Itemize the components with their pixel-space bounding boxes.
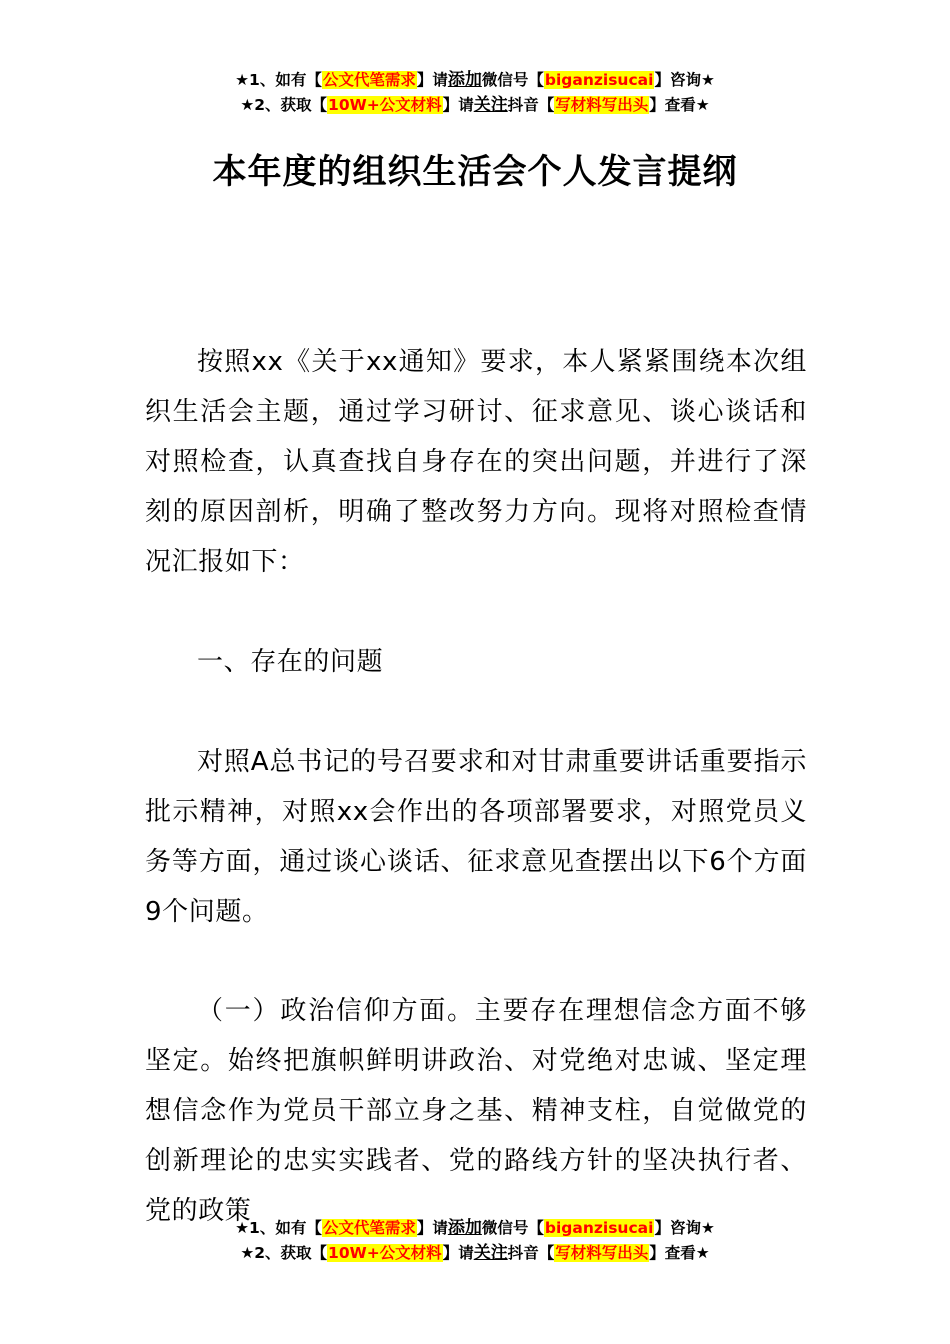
banner-text: ★1、如有【 [235, 1219, 322, 1237]
banner-highlight: 10W+公文材料 [328, 1244, 442, 1262]
banner-emphasis: 关注 [473, 1243, 508, 1263]
banner-text: 】请 [416, 71, 448, 89]
banner-text: 微信号【 [481, 1219, 544, 1237]
banner-text: ★2、获取【 [240, 96, 328, 114]
banner-highlight: biganzisucai [544, 71, 654, 89]
banner-highlight: 写材料写出头 [555, 1244, 649, 1262]
banner-text: ★2、获取【 [240, 1244, 328, 1262]
banner-highlight: 10W+公文材料 [328, 96, 442, 114]
banner-line-2 [0, 93, 950, 118]
banner-text: 】咨询★ [654, 1219, 715, 1237]
banner-text: 抖音【 [507, 96, 555, 114]
banner-highlight: 公文代笔需求 [322, 71, 416, 89]
banner-highlight: biganzisucai [544, 1219, 654, 1237]
document-title: 本年度的组织生活会个人发言提纲 [212, 152, 738, 192]
banner-highlight: 写材料写出头 [555, 96, 649, 114]
banner-emphasis: 关注 [473, 95, 508, 115]
paragraph-political-belief: （一）政治信仰方面。主要存在理想信念方面不够坚定。始终把旗帜鲜明讲政治、对党绝对忠诚、坚定理想信念作为党员干部立身之基、精神支柱，自觉做党的创新理论的忠实实践者、党的路线方针的坚决执行者、党的政策 [145, 996, 807, 1226]
banner-line-1 [0, 1216, 950, 1241]
banner-line-2 [0, 1241, 950, 1266]
footer-banner [0, 1216, 950, 1266]
paragraph-overview: 对照A总书记的号召要求和对甘肃重要讲话重要指示批示精神，对照xx会作出的各项部署要求，对照党员义务等方面，通过谈心谈话、征求意见查摆出以下6个方面9个问题。 [145, 747, 807, 927]
section-heading: 一、存在的问题 [197, 647, 384, 677]
banner-text: 抖音【 [507, 1244, 555, 1262]
banner-line-1 [0, 68, 950, 93]
banner-text: 】查看★ [649, 96, 710, 114]
banner-text: 】请 [442, 96, 474, 114]
banner-text: 微信号【 [481, 71, 544, 89]
banner-text: 】请 [442, 1244, 474, 1262]
banner-highlight: 公文代笔需求 [322, 1219, 416, 1237]
banner-text: 】咨询★ [654, 71, 715, 89]
banner-emphasis: 添加 [447, 1218, 482, 1238]
banner-emphasis: 添加 [447, 70, 482, 90]
banner-text: ★1、如有【 [235, 71, 322, 89]
banner-text: 】请 [416, 1219, 448, 1237]
banner-text: 】查看★ [649, 1244, 710, 1262]
header-banner [0, 68, 950, 118]
paragraph-intro: 按照xx《关于xx通知》要求，本人紧紧围绕本次组织生活会主题，通过学习研讨、征求意见、谈心谈话和对照检查，认真查找自身存在的突出问题，并进行了深刻的原因剖析，明确了整改努力方向。现将对照检查情况汇报如下： [145, 347, 807, 577]
